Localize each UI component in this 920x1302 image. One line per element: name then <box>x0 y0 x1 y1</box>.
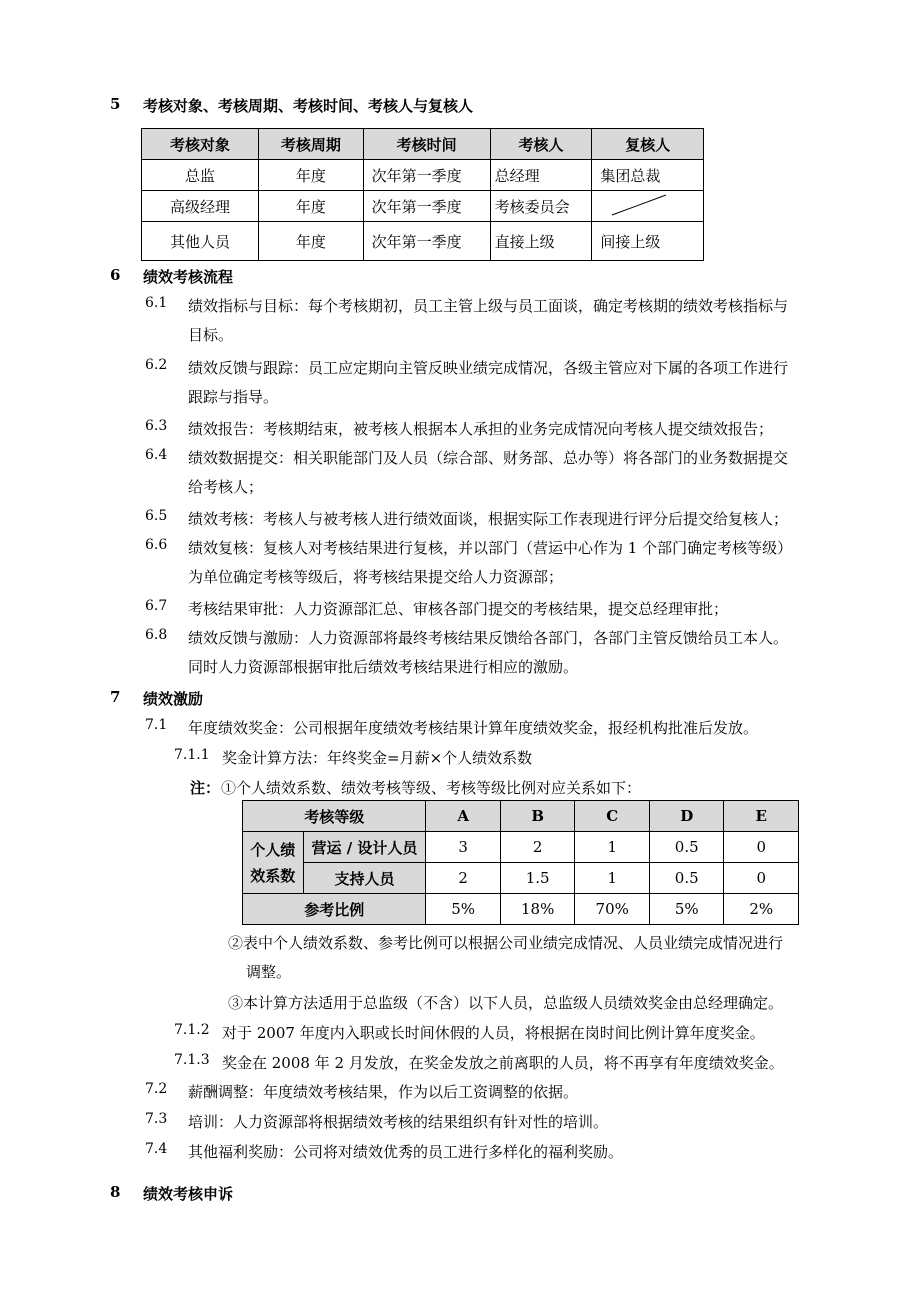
item-number: 6.8 <box>145 627 168 643</box>
item-text: 绩效反馈与跟踪：员工应定期向主管反映业绩完成情况，各级主管应对下属的各项工作进行 <box>188 359 789 377</box>
coefficient-group-label <box>243 832 304 894</box>
table-cell: 年度 <box>259 222 364 261</box>
empty-cell-with-diagonal <box>592 191 704 222</box>
table-header-cell: 考核时间 <box>363 129 490 160</box>
item-number: 6.4 <box>145 447 168 463</box>
item-number: 6.5 <box>145 508 168 524</box>
table-cell: 0.5 <box>650 863 724 894</box>
grade-header-cell: D <box>650 801 724 832</box>
item-number: 7.2 <box>145 1081 168 1097</box>
item-text: 为单位确定考核等级后，将考核结果提交给人力资源部； <box>188 568 564 586</box>
item-text: 绩效考核：考核人与被考核人进行绩效面谈，根据实际工作表现进行评分后提交给复核人； <box>188 510 789 528</box>
row-label-cell: 参考比例 <box>243 894 426 925</box>
table-cell: 年度 <box>259 160 364 191</box>
item-text: 给考核人； <box>188 478 264 496</box>
item-text: 绩效复核：复核人对考核结果进行复核，并以部门（营运中心作为 1 个部门确定考核等级） <box>188 539 793 557</box>
table-header-cell: 复核人 <box>592 129 704 160</box>
table-row <box>243 894 799 925</box>
assessment-schedule-table <box>141 128 704 261</box>
item-number: 6.1 <box>145 295 168 311</box>
table-cell: 5% <box>650 894 724 925</box>
table-cell: 0 <box>724 832 799 863</box>
table-header-row <box>243 801 799 832</box>
table-header-cell: 考核人 <box>490 129 592 160</box>
item-text: 绩效指标与目标：每个考核期初，员工主管上级与员工面谈，确定考核期的绩效考核指标与 <box>188 297 789 315</box>
row-label-cell: 营运 / 设计人员 <box>303 832 426 863</box>
sub-item-number: 7.1.2 <box>174 1022 210 1038</box>
section-5-title: 考核对象、考核周期、考核时间、考核人与复核人 <box>143 97 474 115</box>
item-number: 6.6 <box>145 537 168 553</box>
table-cell: 70% <box>575 894 650 925</box>
grade-header-cell: C <box>575 801 650 832</box>
table-cell: 总监 <box>142 160 259 191</box>
table-cell: 总经理 <box>490 160 592 191</box>
item-text: 绩效反馈与激励：人力资源部将最终考核结果反馈给各部门，各部门主管反馈给员工本人。 <box>188 629 789 647</box>
item-number: 6.7 <box>145 598 168 614</box>
table-cell: 3 <box>426 832 500 863</box>
table-cell: 次年第一季度 <box>363 160 490 191</box>
item-text: 绩效报告：考核期结束，被考核人根据本人承担的业务完成情况向考核人提交绩效报告； <box>188 420 774 438</box>
table-cell: 直接上级 <box>490 222 592 261</box>
table-cell: 考核委员会 <box>490 191 592 222</box>
table-header-cell: 考核等级 <box>243 801 426 832</box>
note-label: 注： <box>190 779 221 797</box>
table-row <box>142 191 704 222</box>
table-cell: 0.5 <box>650 832 724 863</box>
section-7-number: 7 <box>110 688 121 706</box>
diagonal-line-icon <box>592 191 706 221</box>
group-label-line: 效系数 <box>250 866 296 885</box>
sub-item-text: 奖金计算方法：年终奖金=月薪×个人绩效系数 <box>222 749 533 767</box>
sub-item-text: 奖金在 2008 年 2 月发放，在奖金发放之前离职的人员，将不再享有年度绩效奖金。 <box>222 1054 784 1072</box>
sub-item-number: 7.1.1 <box>174 747 210 763</box>
table-cell: 间接上级 <box>592 222 704 261</box>
section-6-number: 6 <box>110 266 121 284</box>
table-cell: 次年第一季度 <box>363 191 490 222</box>
item-number: 6.2 <box>145 357 168 373</box>
item-number: 7.1 <box>145 717 168 733</box>
note-3-text: ③本计算方法适用于总监级（不含）以下人员，总监级人员绩效奖金由总经理确定。 <box>228 994 784 1012</box>
table-cell: 年度 <box>259 191 364 222</box>
table-header-cell: 考核对象 <box>142 129 259 160</box>
section-5-number: 5 <box>110 95 121 113</box>
item-text: 同时人力资源部根据审批后绩效考核结果进行相应的激励。 <box>188 658 579 676</box>
table-cell: 高级经理 <box>142 191 259 222</box>
table-cell: 2% <box>724 894 799 925</box>
table-cell: 2 <box>426 863 500 894</box>
row-label-cell: 支持人员 <box>303 863 426 894</box>
note-2-text-cont: 调整。 <box>246 963 292 981</box>
section-8-number: 8 <box>110 1183 121 1201</box>
item-text: 跟踪与指导。 <box>188 388 279 406</box>
table-cell: 其他人员 <box>142 222 259 261</box>
item-text: 培训：人力资源部将根据绩效考核的结果组织有针对性的培训。 <box>188 1113 609 1131</box>
table-cell: 1.5 <box>500 863 575 894</box>
item-text: 其他福利奖励：公司将对绩效优秀的员工进行多样化的福利奖励。 <box>188 1143 624 1161</box>
section-7-title: 绩效激励 <box>143 690 204 708</box>
sub-item-number: 7.1.3 <box>174 1052 210 1068</box>
table-cell: 0 <box>724 863 799 894</box>
table-cell: 1 <box>575 832 650 863</box>
item-text: 考核结果审批：人力资源部汇总、审核各部门提交的考核结果，提交总经理审批； <box>188 600 729 618</box>
table-header-cell: 考核周期 <box>259 129 364 160</box>
group-label-line: 个人绩 <box>250 840 296 859</box>
table-cell: 集团总裁 <box>592 160 704 191</box>
table-row <box>142 222 704 261</box>
table-cell: 2 <box>500 832 575 863</box>
bonus-coefficient-table <box>242 800 799 925</box>
table-cell: 5% <box>426 894 500 925</box>
table-cell: 次年第一季度 <box>363 222 490 261</box>
table-cell: 1 <box>575 863 650 894</box>
item-text: 薪酬调整：年度绩效考核结果，作为以后工资调整的依据。 <box>188 1083 579 1101</box>
item-text: 绩效数据提交：相关职能部门及人员（综合部、财务部、总办等）将各部门的业务数据提交 <box>188 449 789 467</box>
table-row <box>142 160 704 191</box>
item-text: 目标。 <box>188 326 234 344</box>
note-2-text: ②表中个人绩效系数、参考比例可以根据公司业绩完成情况、人员业绩完成情况进行 <box>228 934 784 952</box>
table-row <box>243 863 799 894</box>
section-8-title: 绩效考核申诉 <box>143 1185 234 1203</box>
sub-item-text: 对于 2007 年度内入职或长时间休假的人员，将根据在岗时间比例计算年度奖金。 <box>222 1024 765 1042</box>
section-6-title: 绩效考核流程 <box>143 268 234 286</box>
item-text: 年度绩效奖金：公司根据年度绩效考核结果计算年度绩效奖金，报经机构批准后发放。 <box>188 719 759 737</box>
item-number: 6.3 <box>145 418 168 434</box>
grade-header-cell: A <box>426 801 500 832</box>
item-number: 7.3 <box>145 1111 168 1127</box>
grade-header-cell: E <box>724 801 799 832</box>
table-cell: 18% <box>500 894 575 925</box>
grade-header-cell: B <box>500 801 575 832</box>
table-row <box>243 832 799 863</box>
item-number: 7.4 <box>145 1141 168 1157</box>
table-header-row <box>142 129 704 160</box>
note-1-text: ①个人绩效系数、绩效考核等级、考核等级比例对应关系如下： <box>221 779 642 797</box>
